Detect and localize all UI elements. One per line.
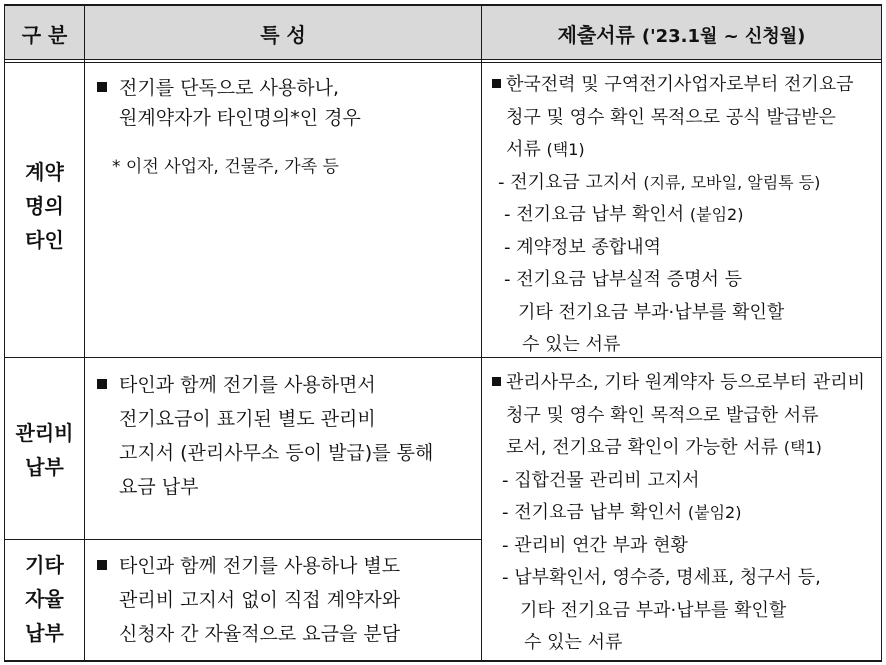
square-bullet-icon — [97, 82, 107, 92]
row3-feature-line: 신청자 간 자율적으로 요금을 분담 — [119, 623, 401, 645]
row1-feature-line: 전기를 단독으로 사용하나, — [119, 77, 340, 99]
row1-doc-intro-line: 한국전력 및 구역전기사업자로부터 전기요금 — [506, 74, 854, 95]
shared-doc-item: - 집합건물 관리비 고지서 — [502, 469, 700, 491]
row3-feature-line: 관리비 고지서 없이 직접 계약자와 — [119, 589, 401, 611]
row1-feature-note: * 이전 사업자, 건물주, 가족 등 — [112, 157, 339, 177]
row1-category-line: 타인 — [25, 228, 64, 252]
row2-category-line: 납부 — [25, 455, 64, 479]
row3-category-line: 자율 — [25, 587, 64, 611]
row1-category — [5, 155, 84, 257]
table-top-border — [4, 4, 882, 6]
shared-doc-intro-line: 관리사무소, 기타 원계약자 등으로부터 관리비 — [506, 372, 865, 393]
row1-doc-intro-line: 서류 — [506, 139, 541, 160]
row1-doc-item: - 계약정보 종합내역 — [504, 236, 662, 258]
shared-doc-intro-tag: (택1) — [783, 438, 822, 457]
row2-feature-line: 고지서 (관리사무소 등이 발급)를 통해 — [119, 442, 434, 464]
shared-doc-item: - 관리비 연간 부과 현황 — [502, 534, 688, 556]
row2-category-line: 관리비 — [15, 421, 74, 445]
row2-feature-line: 요금 납부 — [119, 476, 199, 498]
row1-doc-item-note: (붙임2) — [689, 205, 744, 224]
shared-doc-item: 수 있는 서류 — [524, 632, 623, 653]
row1-doc-item: - 전기요금 납부 확인서 — [504, 204, 685, 225]
header-feature: 특 성 — [260, 23, 306, 47]
row1-doc-intro-line: 청구 및 영수 확인 목적으로 공식 발급받은 — [506, 106, 836, 128]
row2-feature-line: 전기요금이 표기된 별도 관리비 — [119, 408, 376, 430]
row3-category-line: 납부 — [25, 621, 64, 645]
shared-doc-item-note: (붙임2) — [687, 503, 742, 522]
header-category: 구 분 — [21, 23, 68, 47]
row1-documents — [492, 69, 854, 362]
row3-category — [5, 548, 84, 650]
square-bullet-icon — [97, 379, 107, 389]
row2-feature-line: 타인과 함께 전기를 사용하면서 — [119, 374, 376, 396]
row1-doc-item-note: (지류, 모바일, 알림톡 등) — [643, 172, 821, 192]
row2-category — [5, 416, 84, 484]
shared-doc-item: 기타 전기요금 부과·납부를 확인할 — [520, 599, 787, 621]
table-right-border — [881, 4, 882, 662]
header-documents-period: ('23.1월 ~ 신청월) — [641, 26, 806, 47]
row2-feature — [97, 368, 433, 504]
table-bottom-border — [4, 660, 882, 662]
column-divider-2 — [481, 4, 482, 662]
header-documents-main: 제출서류 — [557, 23, 635, 47]
square-bullet-icon — [492, 79, 501, 88]
column-divider-1 — [84, 4, 85, 662]
shared-doc-intro-line: 로서, 전기요금 확인이 가능한 서류 — [506, 437, 779, 458]
row1-feature — [97, 73, 361, 133]
shared-doc-item: - 전기요금 납부 확인서 — [502, 502, 683, 523]
row1-feature-line: 원계약자가 타인명의*인 경우 — [119, 107, 361, 129]
row3-feature — [97, 549, 400, 651]
row3-category-line: 기타 — [25, 553, 64, 577]
row1-category-line: 명의 — [25, 194, 64, 218]
row1-doc-item: 기타 전기요금 부과·납부를 확인할 — [518, 301, 785, 323]
row1-doc-item: 수 있는 서류 — [522, 334, 621, 355]
row1-doc-intro-tag: (택1) — [546, 140, 585, 159]
shared-documents — [492, 367, 865, 660]
square-bullet-icon — [492, 377, 501, 386]
shared-doc-item: - 납부확인서, 영수증, 명세표, 청구서 등, — [502, 567, 821, 588]
shared-doc-intro-line: 청구 및 영수 확인 목적으로 발급한 서류 — [506, 404, 819, 426]
row1-doc-item: - 전기요금 납부실적 증명서 등 — [504, 269, 743, 290]
header-divider — [4, 59, 882, 60]
row3-feature-line: 타인과 함께 전기를 사용하나 별도 — [119, 555, 401, 577]
row-divider-2 — [4, 539, 482, 540]
header-divider-double — [4, 62, 882, 63]
row1-category-line: 계약 — [25, 160, 64, 184]
header-documents — [482, 19, 881, 48]
row1-doc-item: - 전기요금 고지서 — [498, 171, 638, 193]
square-bullet-icon — [97, 560, 107, 570]
